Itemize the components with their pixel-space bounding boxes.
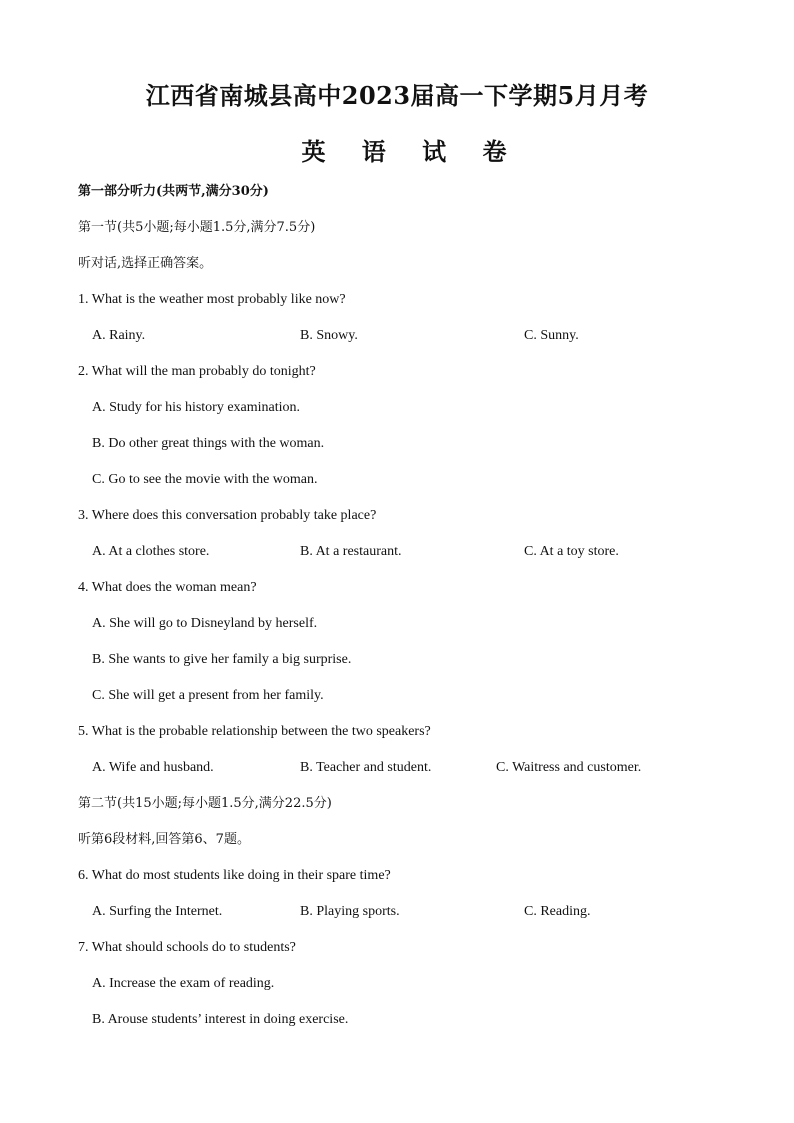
option-a: A. Rainy. — [92, 328, 146, 343]
section2-heading: 第二节(共15小题;每小题1.5分,满分22.5分) — [78, 796, 332, 811]
option-c: C. At a toy store. — [524, 544, 619, 559]
option-a: A. She will go to Disneyland by herself. — [92, 616, 318, 631]
option-b: B. Snowy. — [300, 328, 358, 343]
option-c: C. Sunny. — [524, 328, 579, 343]
section1-heading: 第一节(共5小题;每小题1.5分,满分7.5分) — [78, 220, 316, 235]
question-stem: 4. What does the woman mean? — [78, 580, 257, 595]
option-a: A. Increase the exam of reading. — [92, 976, 275, 991]
option-a: A. Study for his history examination. — [92, 400, 301, 415]
section2-instruction: 听第6段材料,回答第6、7题。 — [78, 832, 250, 847]
exam-subtitle: 英 语 试 卷 — [301, 137, 521, 166]
option-a: A. Surfing the Internet. — [92, 904, 223, 919]
option-b: B. Playing sports. — [300, 904, 400, 919]
section1-instruction: 听对话,选择正确答案。 — [78, 256, 213, 271]
option-a: A. Wife and husband. — [92, 760, 214, 775]
option-c: C. Waitress and customer. — [496, 760, 642, 775]
question-stem: 1. What is the weather most probably like now? — [78, 292, 346, 307]
option-c: C. She will get a present from her family. — [92, 688, 324, 703]
question-stem: 3. Where does this conversation probably take place? — [78, 508, 377, 523]
exam-title: 江西省南城县高中2023届高一下学期5月月考 — [145, 81, 649, 110]
question-stem: 5. What is the probable relationship between the two speakers? — [78, 724, 431, 739]
option-c: C. Reading. — [524, 904, 591, 919]
option-a: A. At a clothes store. — [92, 544, 210, 559]
question-stem: 7. What should schools do to students? — [78, 940, 296, 955]
option-b: B. Teacher and student. — [300, 760, 432, 775]
question-stem: 6. What do most students like doing in their spare time? — [78, 868, 391, 883]
part1-heading: 第一部分听力(共两节,满分30分) — [78, 184, 269, 199]
option-b: B. Do other great things with the woman. — [92, 436, 325, 451]
option-b: B. She wants to give her family a big surprise. — [92, 652, 352, 667]
option-c: C. Go to see the movie with the woman. — [92, 472, 318, 487]
question-stem: 2. What will the man probably do tonight? — [78, 364, 316, 379]
option-b: B. Arouse students’ interest in doing exercise. — [92, 1012, 349, 1027]
option-b: B. At a restaurant. — [300, 544, 402, 559]
